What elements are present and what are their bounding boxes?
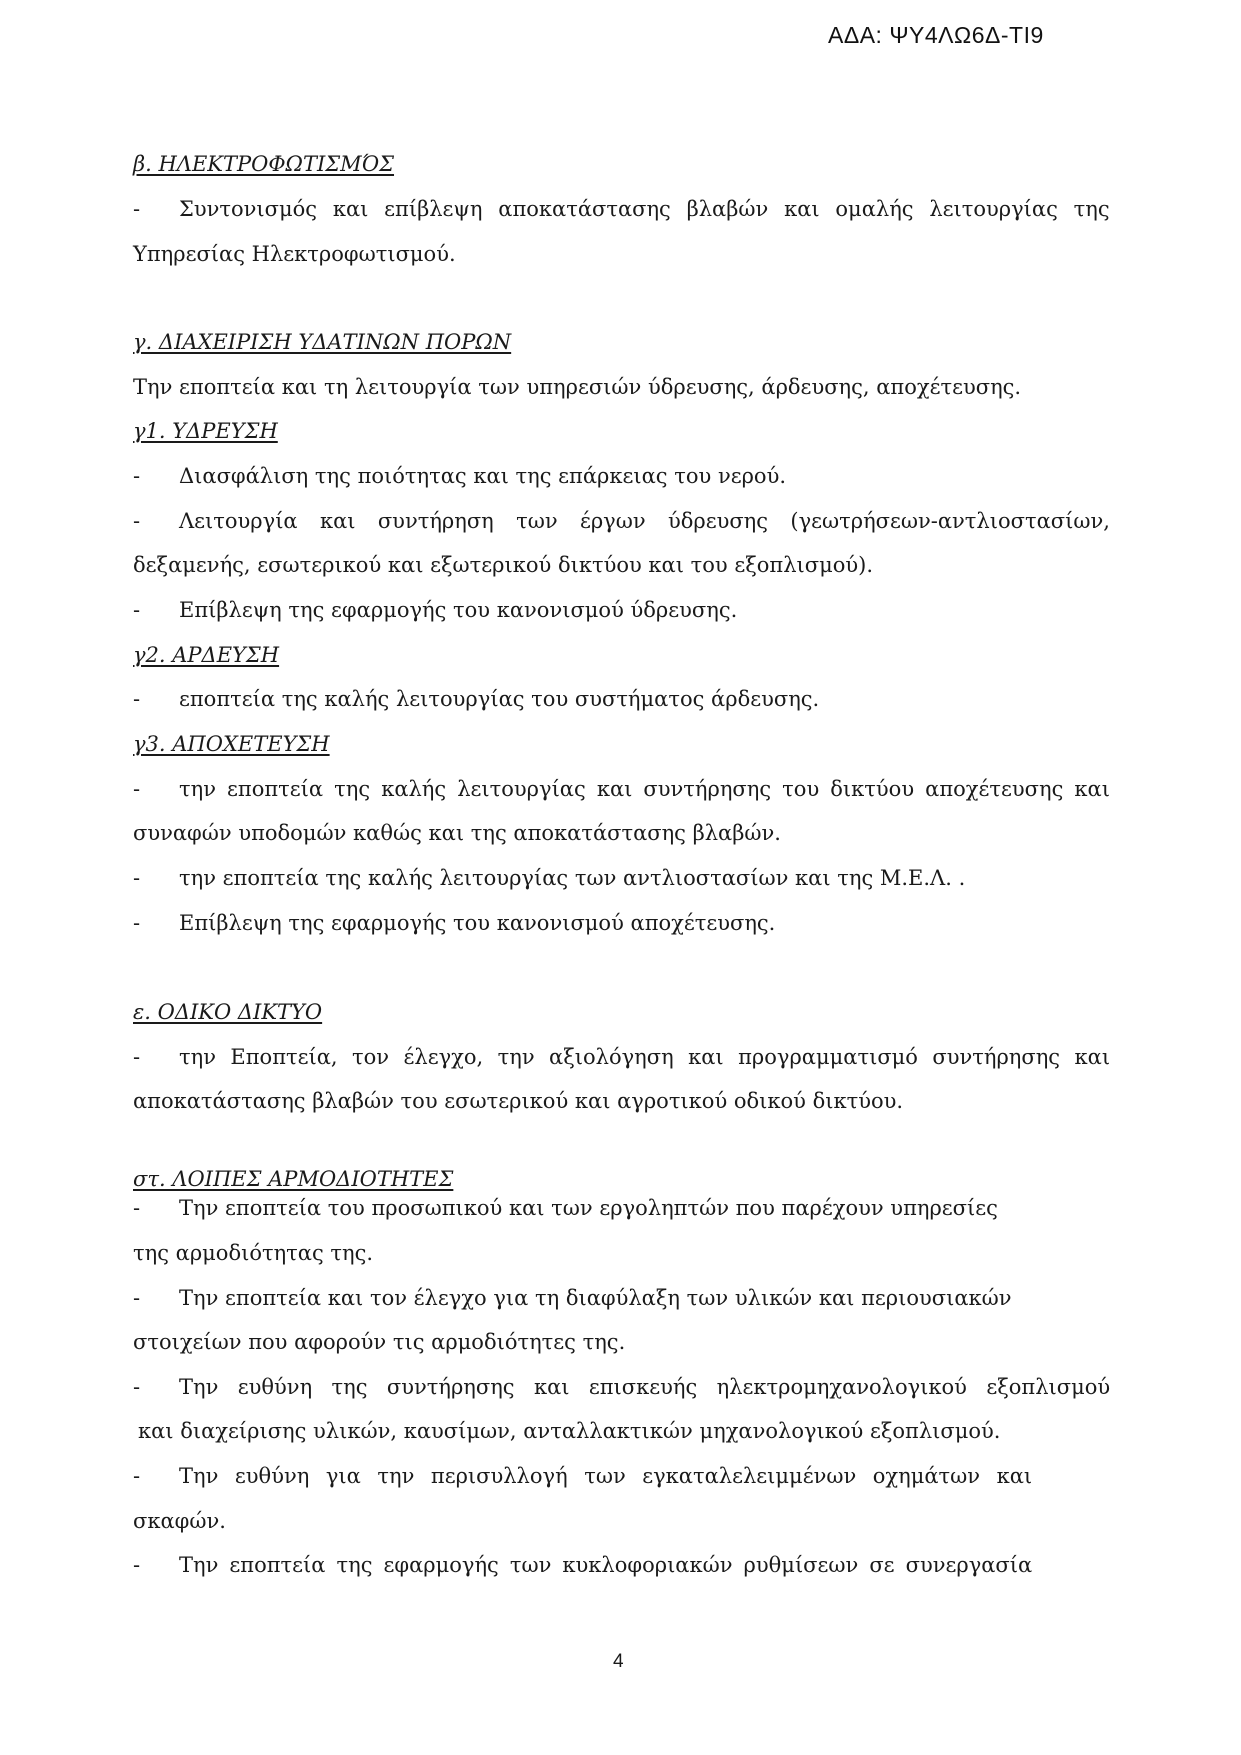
- bullet-dash: -: [133, 1553, 141, 1577]
- list-item-text: την εποπτεία της καλής λειτουργίας και συντήρησης του δικτύου αποχέτευσης και: [179, 777, 1110, 801]
- list-item-text: σκαφών.: [133, 1509, 226, 1533]
- section-title-road-network: ε. ΟΔΙΚΟ ΔΙΚΤΥΟ: [133, 1000, 323, 1024]
- list-item-text: την εποπτεία της καλής λειτουργίας των αντλιοστασίων και της Μ.Ε.Λ. .: [179, 866, 966, 890]
- paragraph-line: Υπηρεσίας Ηλεκτροφωτισμού.: [133, 242, 456, 266]
- paragraph-line: Συντονισμός και επίβλεψη αποκατάστασης βλαβών και ομαλής λειτουργίας της: [179, 197, 1110, 221]
- bullet-dash: -: [133, 777, 141, 801]
- list-item-text: Την εποπτεία της εφαρμογής των κυκλοφοριακών ρυθμίσεων σε συνεργασία: [179, 1553, 1033, 1577]
- list-item-text: Την εποπτεία του προσωπικού και των εργοληπτών που παρέχουν υπηρεσίες: [179, 1196, 998, 1220]
- bullet-dash: -: [133, 598, 141, 622]
- list-item-text: Την ευθύνη της συντήρησης και επισκευής ηλεκτρομηχανολογικού εξοπλισμού: [179, 1375, 1111, 1399]
- bullet-dash: -: [133, 911, 141, 935]
- subsection-title-water-supply: γ1. ΥΔΡΕΥΣΗ: [133, 419, 278, 443]
- bullet-dash: -: [133, 866, 141, 890]
- ada-code: ΑΔΑ: ΨΥ4ΛΩ6Δ-ΤΙ9: [828, 22, 1044, 48]
- bullet-dash: -: [133, 687, 141, 711]
- list-item-text: αποκατάστασης βλαβών του εσωτερικού και αγροτικού οδικού δικτύου.: [133, 1089, 904, 1113]
- section-title-other-responsibilities: στ. ΛΟΙΠΕΣ ΑΡΜΟΔΙΟΤΗΤΕΣ: [133, 1167, 454, 1191]
- bullet-dash: -: [133, 1464, 141, 1488]
- subsection-title-sewerage: γ3. ΑΠΟΧΕΤΕΥΣΗ: [133, 732, 330, 756]
- list-item-text: Επίβλεψη της εφαρμογής του κανονισμού ύδρευσης.: [179, 598, 738, 622]
- list-item-text: στοιχείων που αφορούν τις αρμοδιότητες της.: [133, 1330, 626, 1354]
- list-item-text: Επίβλεψη της εφαρμογής του κανονισμού αποχέτευσης.: [179, 911, 776, 935]
- list-item-text: Διασφάλιση της ποιότητας και της επάρκειας του νερού.: [179, 464, 787, 488]
- list-item-text: Λειτουργία και συντήρηση των έργων ύδρευσης (γεωτρήσεων-αντλιοστασίων,: [179, 509, 1110, 533]
- bullet-dash: -: [133, 1375, 141, 1399]
- page-number: 4: [613, 1651, 624, 1672]
- list-item-text: την Εποπτεία, τον έλεγχο, την αξιολόγηση και προγραμματισμό συντήρησης και: [179, 1045, 1111, 1069]
- list-item-text: Την ευθύνη για την περισυλλογή των εγκαταλελειμμένων οχημάτων και: [179, 1464, 1033, 1488]
- section-title-electric-lighting: β. ΗΛΕΚΤΡΟΦΩΤΙΣΜΌΣ: [133, 152, 395, 176]
- bullet-dash: -: [133, 1286, 141, 1310]
- bullet-dash: -: [133, 197, 141, 221]
- list-item-text: της αρμοδιότητας της.: [133, 1241, 374, 1265]
- list-item-text: και διαχείρισης υλικών, καυσίμων, ανταλλακτικών μηχανολογικού εξοπλισμού.: [138, 1419, 1001, 1443]
- bullet-dash: -: [133, 1196, 141, 1220]
- subsection-title-irrigation: γ2. ΑΡΔΕΥΣΗ: [133, 643, 280, 667]
- bullet-dash: -: [133, 1045, 141, 1069]
- bullet-dash: -: [133, 464, 141, 488]
- section-title-water-resources: γ. ΔΙΑΧΕΙΡΙΣΗ ΥΔΑΤΙΝΩΝ ΠΟΡΩΝ: [133, 330, 512, 354]
- bullet-dash: -: [133, 509, 141, 533]
- list-item-text: εποπτεία της καλής λειτουργίας του συστήματος άρδευσης.: [179, 687, 820, 711]
- paragraph-line: Την εποπτεία και τη λειτουργία των υπηρεσιών ύδρευσης, άρδευσης, αποχέτευσης.: [133, 375, 1022, 399]
- list-item-text: συναφών υποδομών καθώς και της αποκατάστασης βλαβών.: [133, 821, 781, 845]
- list-item-text: δεξαμενής, εσωτερικού και εξωτερικού δικτύου και του εξοπλισμού).: [133, 553, 874, 577]
- list-item-text: Την εποπτεία και τον έλεγχο για τη διαφύλαξη των υλικών και περιουσιακών: [179, 1286, 1012, 1310]
